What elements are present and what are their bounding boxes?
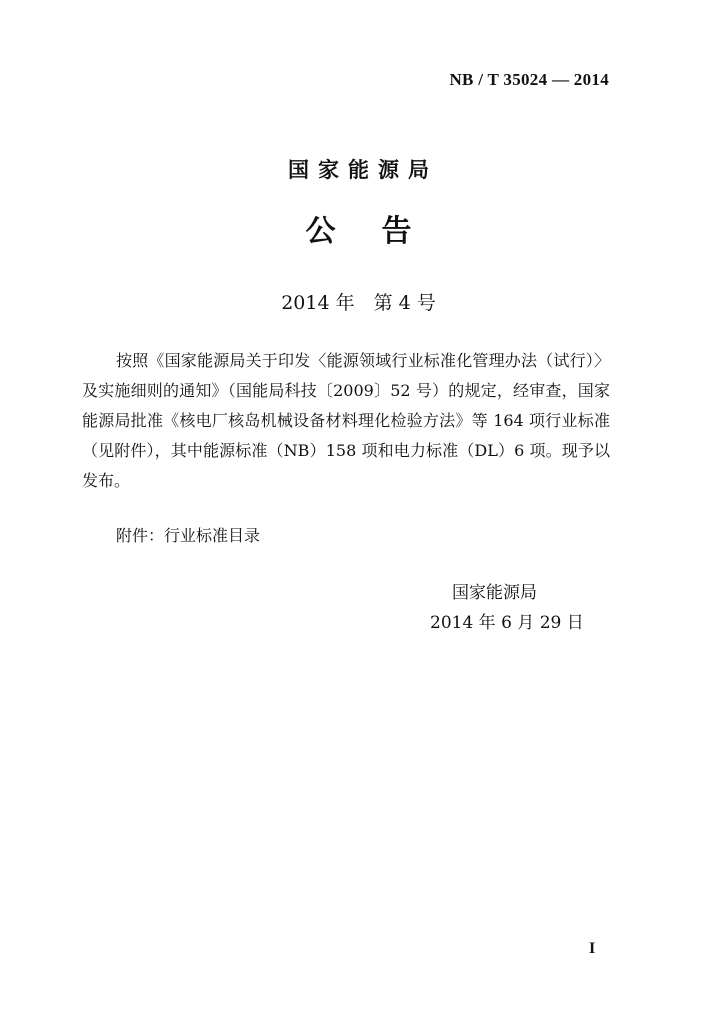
issue-number: 2014 年 第 4 号 [281,292,436,314]
attachment-line: 附件：行业标准目录 [116,526,261,545]
page-number: I [589,940,596,957]
notice-title: 公告 [305,214,458,249]
standard-code: NB / T 35024 — 2014 [449,70,609,89]
issuer-heading: 国家能源局 [288,158,438,182]
notice-body: 按照《国家能源局关于印发〈能源领域行业标准化管理办法（试行）〉及实施细则的通知》（国能局科技〔2009〕52 号）的规定，经审查，国家能源局批准《核电厂核岛机械设备材料理化检验方法》等 164 项行业标准（见附件），其中能源标准（NB）158 项和电力标准（DL）6 项。现予以发布。 [82,351,610,490]
signature-org: 国家能源局 [452,583,537,603]
signature-block [430,578,600,638]
signature-date: 2014 年 6 月 29 日 [430,613,584,633]
